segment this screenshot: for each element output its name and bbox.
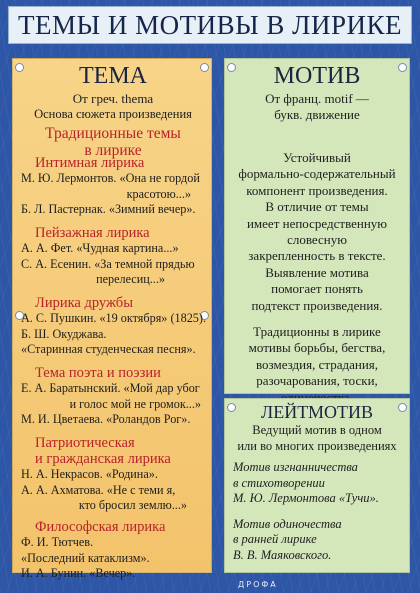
theme-section-poet <box>21 365 205 428</box>
leitmotif-panel <box>224 398 410 573</box>
theme-origin: От греч. thema <box>72 91 154 106</box>
section-title: Тема поэта и поэзии <box>35 365 161 381</box>
section-line: Б. Ш. Окуджава. <box>21 326 107 341</box>
theme-section-friendship <box>21 295 205 358</box>
leitmotif-title: ЛЕЙТМОТИВ <box>261 402 373 422</box>
motif-origin-2: букв. движение <box>274 107 360 122</box>
examples-line: Традиционны в лирике <box>253 324 381 340</box>
section-line: Б. Л. Пастернак. «Зимний вечер». <box>21 202 196 217</box>
traditional-themes-title-2: в лирике <box>84 142 142 159</box>
theme-section-philosophical <box>21 519 205 582</box>
header-banner <box>8 6 412 44</box>
section-line: А. С. Пушкин. «19 октября» (1825). <box>21 311 206 325</box>
definition-line: Устойчивый <box>283 150 351 165</box>
theme-section-intimate <box>21 155 205 218</box>
traditional-themes-title-1: Традиционные темы <box>45 125 181 142</box>
section-line: кто бросил землю...» <box>78 498 187 513</box>
section-title: Патриотическая <box>35 435 135 451</box>
section-line: Е. А. Баратынский. «Мой дар убог <box>21 381 200 395</box>
section-line: красотою...» <box>126 186 191 201</box>
section-line: Н. А. Некрасов. «Родина». <box>21 467 158 481</box>
section-line: «Последний катаклизм». <box>21 550 150 565</box>
definition-line: закрепленность в тексте. <box>248 248 386 264</box>
examples-line: мотивы борьбы, бегства, <box>248 340 386 356</box>
examples-line: разочарования, тоски, <box>256 373 378 389</box>
definition-line: или во многих произведениях <box>237 438 397 453</box>
section-line: и голос мой не громок...» <box>69 396 201 411</box>
section-line: Ф. И. Тютчев. <box>21 535 94 549</box>
theme-section-landscape <box>21 225 205 288</box>
definition-line: Выявление мотива <box>265 264 369 280</box>
definition-line: словесную <box>287 232 347 248</box>
page-title: ТЕМЫ И МОТИВЫ В ЛИРИКЕ <box>18 9 402 40</box>
examples-line: возмездия, страдания, <box>255 356 378 372</box>
section-line: И. А. Бунин. «Вечер». <box>21 566 136 581</box>
theme-section-patriotic <box>21 435 205 514</box>
section-title: Интимная лирика <box>35 155 145 171</box>
definition-line: имеет непосредственную <box>246 215 388 231</box>
motif-panel <box>224 58 410 394</box>
section-line: А. А. Ахматова. «Не с теми я, <box>21 482 176 497</box>
example-line: М. Ю. Лермонтова «Тучи». <box>233 491 379 505</box>
section-line: перелесиц...» <box>96 272 165 287</box>
example-line: в ранней лирике <box>233 532 317 546</box>
leitmotif-example-2 <box>229 517 405 564</box>
motif-title: МОТИВ <box>273 63 361 89</box>
motif-examples <box>229 324 405 406</box>
definition-line: помогает понять <box>271 281 363 297</box>
example-line: в стихотворении <box>233 475 325 490</box>
theme-definition: Основа сюжета произведения <box>34 107 192 121</box>
section-line: «Старинная студенческая песня». <box>21 342 196 357</box>
section-title: и гражданская лирика <box>35 451 171 467</box>
section-line: М. И. Цветаева. «Роландов Рог». <box>21 412 191 427</box>
section-title: Философская лирика <box>35 519 166 535</box>
example-line: Мотив одиночества <box>233 516 342 531</box>
section-line: А. А. Фет. «Чудная картина...» <box>21 241 179 255</box>
footer <box>0 577 420 593</box>
leitmotif-example-1 <box>229 460 405 507</box>
example-line: В. В. Маяковского. <box>233 547 332 562</box>
definition-line: формально-содержательный <box>238 166 396 182</box>
publisher-logo: ДРОФА <box>238 580 278 589</box>
definition-line: Ведущий мотив в одном <box>252 423 382 437</box>
section-title: Лирика дружбы <box>35 295 133 311</box>
theme-panel <box>12 58 212 581</box>
example-line: Мотив изгнанничества <box>233 460 358 474</box>
leitmotif-definition <box>229 423 405 454</box>
definition-line: компонент произведения. <box>246 182 388 198</box>
section-line: М. Ю. Лермонтов. «Она не гордой <box>21 171 200 185</box>
motif-origin-1: От франц. motif — <box>265 91 369 106</box>
section-title: Пейзажная лирика <box>35 225 150 241</box>
section-line: С. А. Есенин. «За темной прядью <box>21 256 195 271</box>
theme-title: ТЕМА <box>79 63 147 89</box>
definition-line: В отличие от темы <box>265 199 369 215</box>
motif-definition <box>229 150 405 314</box>
definition-line: подтекст произведения. <box>251 297 383 313</box>
